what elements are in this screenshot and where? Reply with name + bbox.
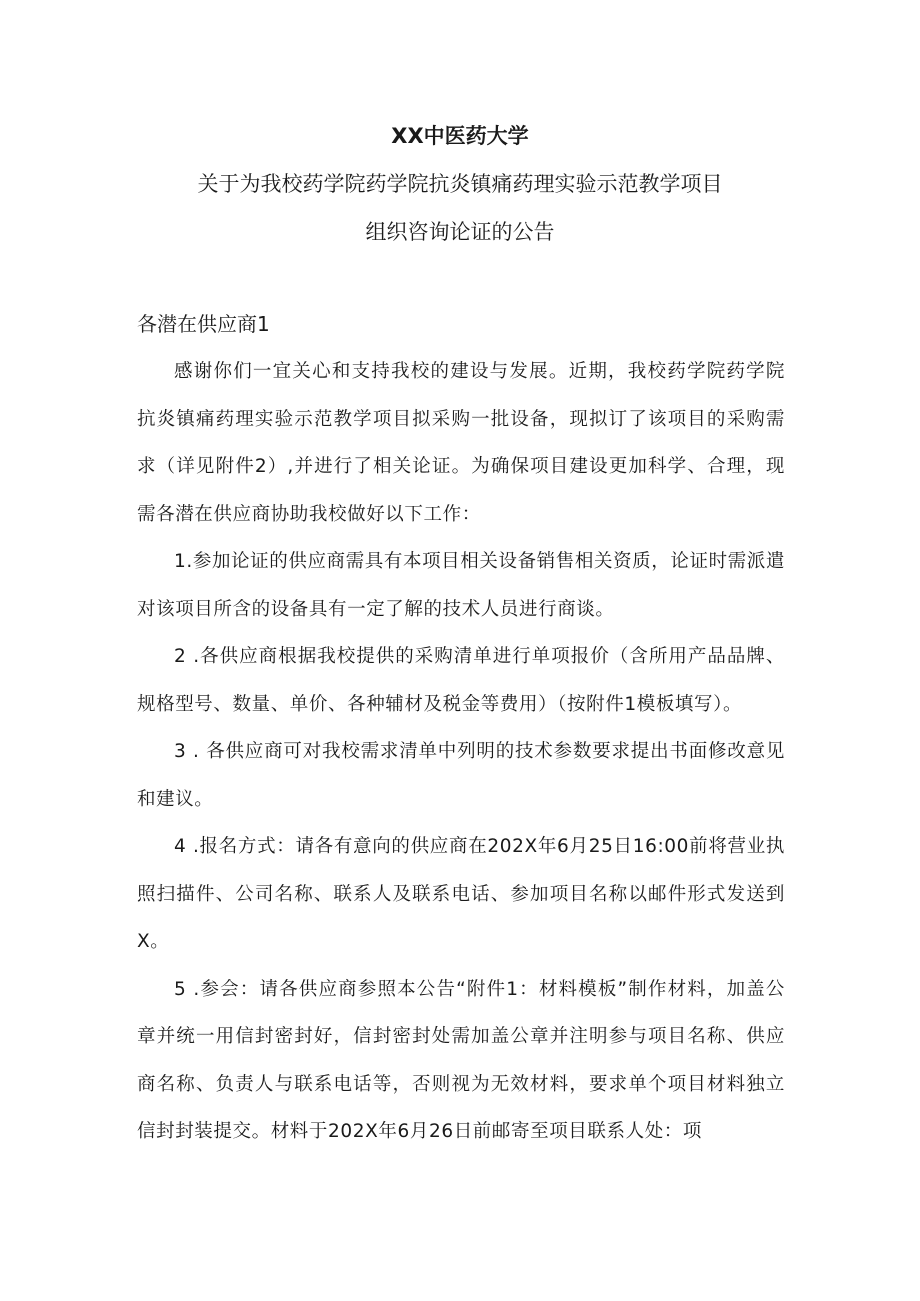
salutation: 各潜在供应商1 [137, 312, 270, 336]
item-1-paragraph: 1.参加论证的供应商需具有本项目相关设备销售相关资质，论证时需派遣对该项目所含的设备具有一定了解的技术人员进行商谈。 [137, 551, 785, 620]
document-title [0, 112, 920, 256]
item-2-paragraph: 2 .各供应商根据我校提供的采购清单进行单项报价（含所用产品品牌、规格型号、数量、单价、各种辅材及税金等费用）（按附件1模板填写）。 [137, 646, 785, 715]
notice-title-line-1: 关于为我校药学院药学院抗炎镇痛药理实验示范教学项目 [197, 172, 723, 196]
intro-paragraph: 感谢你们一宜关心和支持我校的建设与发展。近期，我校药学院药学院抗炎镇痛药理实验示范教学项目拟采购一批设备，现拟订了该项目的采购需求（详见附件2）,并进行了相关论证。为确保项目建设更加科学、合理，现需各潜在供应商协助我校做好以下工作： [137, 361, 785, 525]
university-name: XX中医药大学 [391, 124, 529, 148]
document-body [137, 348, 785, 1156]
item-3-paragraph: 3 . 各供应商可对我校需求清单中列明的技术参数要求提出书面修改意见和建议。 [137, 741, 785, 810]
item-5-paragraph: 5 .参会：请各供应商参照本公告“附件1：材料模板”制作材料，加盖公章并统一用信封密封好，信封密封处需加盖公章并注明参与项目名称、供应商名称、负责人与联系电话等，否则视为无效材料，要求单个项目材料独立信封封装提交。材料于202X年6月26日前邮寄至项目联系人处：项 [137, 978, 785, 1142]
notice-title-line-2: 组织咨询论证的公告 [365, 220, 555, 244]
item-4-paragraph: 4 .报名方式：请各有意向的供应商在202X年6月25日16:00前将营业执照扫描件、公司名称、联系人及联系电话、参加项目名称以邮件形式发送到X。 [137, 836, 785, 952]
